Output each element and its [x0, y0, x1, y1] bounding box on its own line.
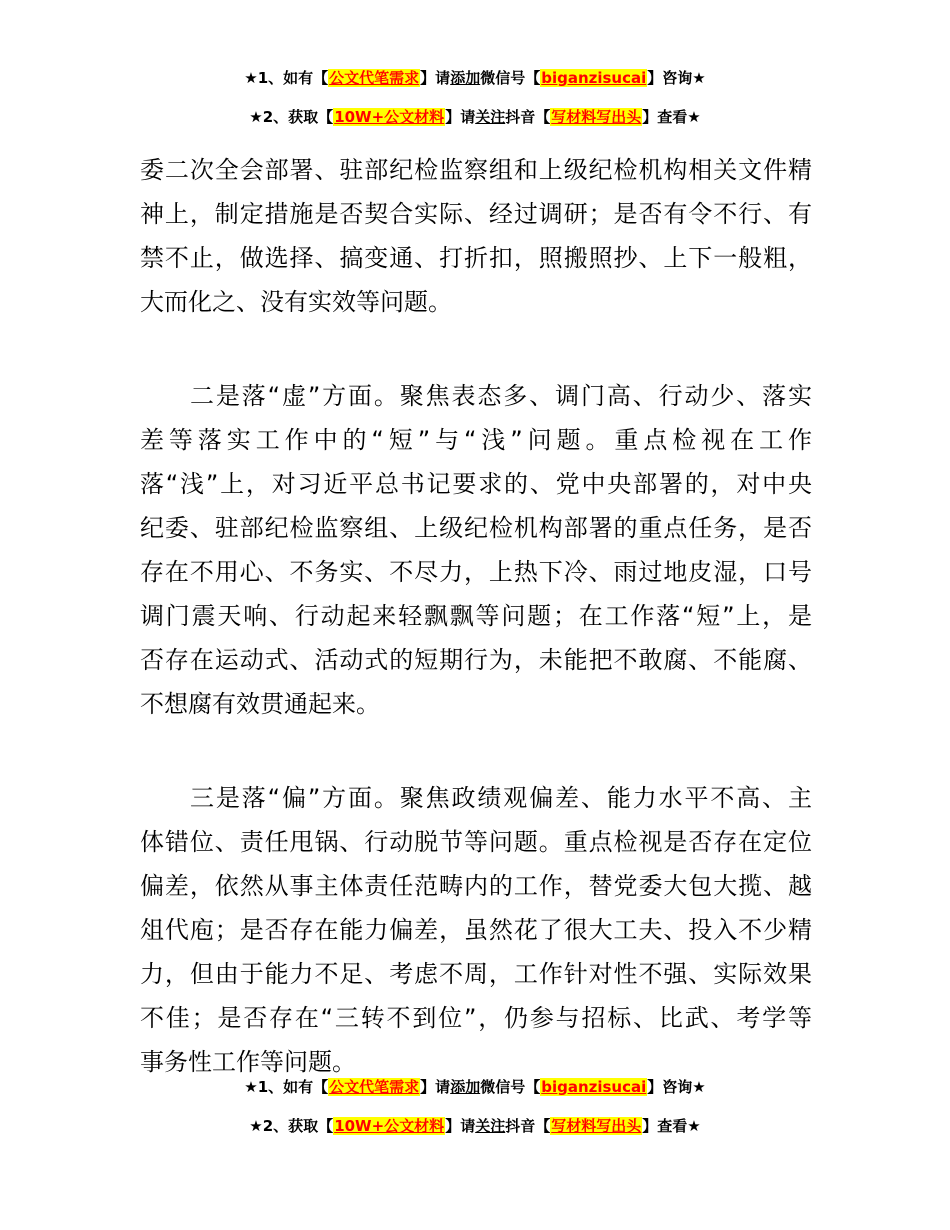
text-line: 不想腐有效贯通起来。 — [140, 690, 380, 718]
emphasis-text: 关注 — [475, 108, 506, 126]
footer-text: ★1、如有【 — [244, 1078, 329, 1096]
text-line: 大而化之、没有实效等问题。 — [140, 288, 452, 316]
paragraph-gap — [140, 726, 812, 776]
footer-text: 】查看★ — [642, 1117, 701, 1135]
header-text: ★2、获取【 — [249, 108, 334, 126]
footer-text: 】请 — [445, 1117, 476, 1135]
text-line: 委二次全会部署、驻部纪检监察组和上级纪检机构相关文件精 — [140, 156, 812, 184]
footer-text: 】请 — [420, 1078, 451, 1096]
footer-line-2 — [0, 1116, 950, 1136]
paragraph-gap — [140, 324, 812, 374]
text-line: 力，但由于能力不足、考虑不周，工作针对性不强、实际效果 — [140, 960, 812, 988]
text-line: 不佳；是否存在“三转不到位”，仍参与招标、比武、考学等 — [140, 1004, 812, 1032]
wechat-id-highlight: biganzisucai — [541, 69, 647, 87]
footer-text: 】咨询★ — [647, 1078, 706, 1096]
text-line: 二是落“虚”方面。聚焦表态多、调门高、行动少、落实 — [190, 382, 812, 410]
header-line-1 — [0, 68, 950, 88]
paragraph-1 — [140, 148, 812, 324]
material-highlight: 10W+公文材料 — [334, 108, 445, 126]
wechat-id-highlight: biganzisucai — [541, 1078, 647, 1096]
footer-text: 微信号【 — [480, 1078, 541, 1096]
header-text: 】请 — [445, 108, 476, 126]
emphasis-text: 添加 — [450, 69, 481, 87]
header-line-2 — [0, 107, 950, 127]
text-line: 调门震天响、行动起来轻飘飘等问题；在工作落“短”上，是 — [140, 602, 812, 630]
header-text: 】请 — [420, 69, 451, 87]
footer-banner — [0, 1077, 950, 1155]
text-line: 禁不止，做选择、搞变通、打折扣，照搬照抄、上下一般粗， — [140, 244, 812, 272]
text-line: 俎代庖；是否存在能力偏差，虽然花了很大工夫、投入不少精 — [140, 916, 812, 944]
paragraph-3 — [140, 776, 812, 1084]
header-text: ★1、如有【 — [244, 69, 329, 87]
text-line: 体错位、责任甩锅、行动脱节等问题。重点检视是否存在定位 — [140, 828, 812, 856]
footer-text: 抖音【 — [505, 1117, 551, 1135]
text-line: 存在不用心、不务实、不尽力，上热下冷、雨过地皮湿，口号 — [140, 558, 812, 586]
header-text: 】咨询★ — [647, 69, 706, 87]
emphasis-text: 关注 — [475, 1117, 506, 1135]
footer-text: ★2、获取【 — [249, 1117, 334, 1135]
text-line: 否存在运动式、活动式的短期行为，未能把不敢腐、不能腐、 — [140, 646, 812, 674]
document-body — [140, 148, 812, 1084]
header-text: 微信号【 — [480, 69, 541, 87]
text-line: 事务性工作等问题。 — [140, 1048, 356, 1076]
service-highlight: 公文代笔需求 — [329, 69, 420, 87]
text-line: 纪委、驻部纪检监察组、上级纪检机构部署的重点任务，是否 — [140, 514, 812, 542]
douyin-highlight: 写材料写出头 — [551, 1117, 642, 1135]
material-highlight: 10W+公文材料 — [334, 1117, 445, 1135]
paragraph-2 — [140, 374, 812, 726]
footer-line-1 — [0, 1077, 950, 1097]
text-line: 偏差，依然从事主体责任范畴内的工作，替党委大包大揽、越 — [140, 872, 812, 900]
header-text: 】查看★ — [642, 108, 701, 126]
header-banner — [0, 68, 950, 146]
service-highlight: 公文代笔需求 — [329, 1078, 420, 1096]
text-line: 落“浅”上，对习近平总书记要求的、党中央部署的，对中央 — [140, 470, 812, 498]
header-text: 抖音【 — [505, 108, 551, 126]
text-line: 三是落“偏”方面。聚焦政绩观偏差、能力水平不高、主 — [190, 784, 812, 812]
text-line: 神上，制定措施是否契合实际、经过调研；是否有令不行、有 — [140, 200, 812, 228]
text-line: 差等落实工作中的“短”与“浅”问题。重点检视在工作 — [140, 426, 812, 454]
douyin-highlight: 写材料写出头 — [551, 108, 642, 126]
emphasis-text: 添加 — [450, 1078, 481, 1096]
